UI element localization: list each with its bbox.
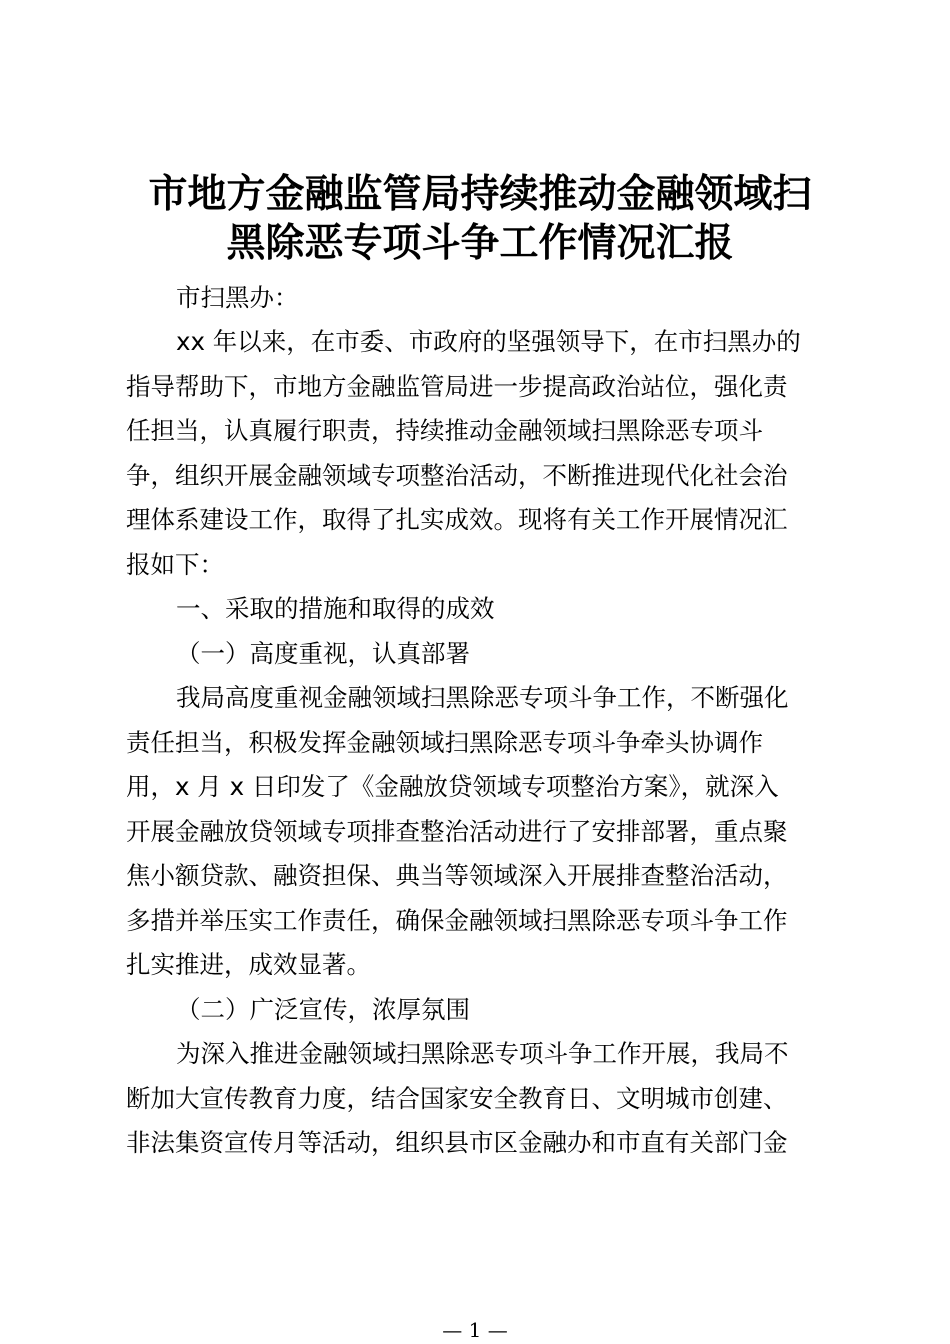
paragraph-line: 焦小额贷款、融资担保、典当等领域深入开展排查整治活动， [126, 861, 788, 890]
intro-line: 报如下： [126, 550, 224, 579]
page-number: — 1 — [442, 1318, 508, 1342]
paragraph-line: 非法集资宣传月等活动，组织县市区金融办和市直有关部门金 [126, 1128, 788, 1157]
intro-line: 理体系建设工作，取得了扎实成效。现将有关工作开展情况汇 [126, 505, 788, 534]
subsection-heading: （二）广泛宣传，浓厚氛围 [176, 995, 470, 1024]
paragraph-line: 责任担当，积极发挥金融领域扫黑除恶专项斗争牵头协调作 [126, 728, 763, 757]
section-heading: 一、采取的措施和取得的成效 [176, 594, 495, 623]
intro-line: 任担当，认真履行职责，持续推动金融领域扫黑除恶专项斗 [126, 416, 763, 445]
document-title-line-2: 黑除恶专项斗争工作情况汇报 [226, 220, 734, 266]
paragraph-line: 多措并举压实工作责任，确保金融领域扫黑除恶专项斗争工作 [126, 906, 788, 935]
paragraph-line: 用，x 月 x 日印发了《金融放贷领域专项整治方案》，就深入 [126, 772, 779, 801]
intro-line: 指导帮助下，市地方金融监管局进一步提高政治站位，强化责 [126, 372, 788, 401]
intro-line: xx 年以来，在市委、市政府的坚强领导下，在市扫黑办的 [176, 327, 801, 356]
paragraph-line: 为深入推进金融领域扫黑除恶专项斗争工作开展，我局不 [176, 1039, 789, 1068]
paragraph-line: 断加大宣传教育力度，结合国家安全教育日、文明城市创建、 [126, 1084, 788, 1113]
paragraph-line: 我局高度重视金融领域扫黑除恶专项斗争工作，不断强化 [176, 683, 789, 712]
document-title-line-1: 市地方金融监管局持续推动金融领域扫 [148, 171, 812, 217]
paragraph-line: 开展金融放贷领域专项排查整治活动进行了安排部署，重点聚 [126, 817, 788, 846]
subsection-heading: （一）高度重视，认真部署 [176, 639, 470, 668]
intro-line: 争，组织开展金融领域专项整治活动，不断推进现代化社会治 [126, 461, 788, 490]
paragraph-line: 扎实推进，成效显著。 [126, 950, 371, 979]
salutation: 市扫黑办： [176, 283, 299, 312]
